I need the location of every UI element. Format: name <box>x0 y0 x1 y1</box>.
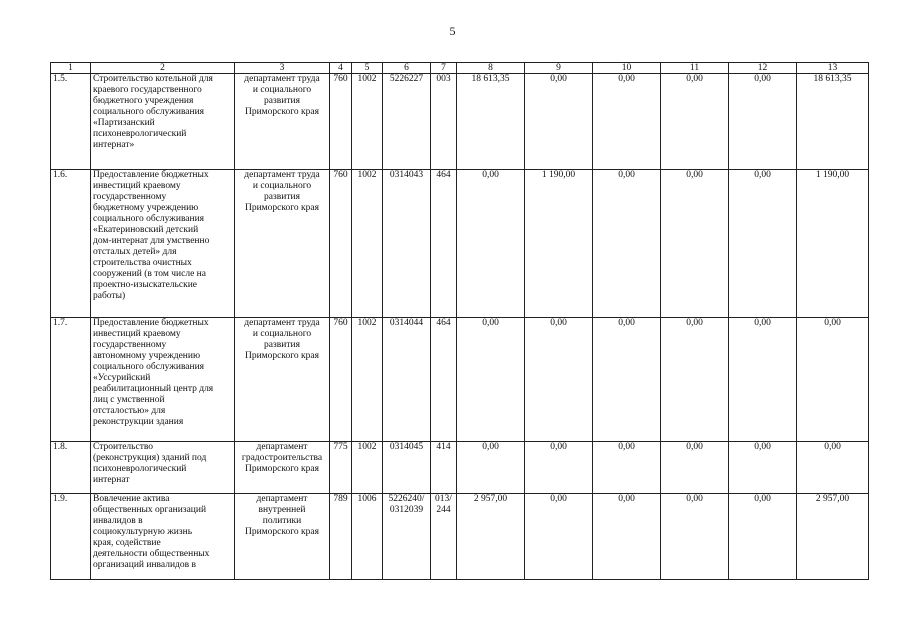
item-value-11: 0,00 <box>661 74 729 170</box>
item-name: Вовлечение актива общественных организаций инвалидов в социокультурную жизнь края, содействие деятельности общественных организаций инвалидов в <box>91 494 235 580</box>
item-value-9: 0,00 <box>525 74 593 170</box>
item-value-12: 0,00 <box>729 494 797 580</box>
column-header: 11 <box>661 63 729 74</box>
table-row <box>51 442 869 494</box>
item-number: 1.6. <box>51 170 91 318</box>
item-value-8: 2 957,00 <box>457 494 525 580</box>
item-value-10: 0,00 <box>593 442 661 494</box>
item-value-10: 0,00 <box>593 494 661 580</box>
item-number: 1.5. <box>51 74 91 170</box>
item-agency: департамент внутренней политики Приморского края <box>235 494 330 580</box>
item-value-9: 1 190,00 <box>525 170 593 318</box>
item-code-6: 0314045 <box>383 442 431 494</box>
item-name: Предоставление бюджетных инвестиций краевому государственному автономному учреждению социального обслуживания «Уссурийский реабилитационный центр для лиц с умственной отсталостью» для реконструкции здания <box>91 318 235 442</box>
column-header: 2 <box>91 63 235 74</box>
item-value-11: 0,00 <box>661 494 729 580</box>
item-value-11: 0,00 <box>661 170 729 318</box>
item-code-7: 003 <box>431 74 457 170</box>
item-name: Предоставление бюджетных инвестиций краевому государственному бюджетному учреждению социального обслуживания «Екатериновский детский дом-интернат для умственно отсталых детей» для строительства очистных сооружений (в том числе на проектно-изыскательские работы) <box>91 170 235 318</box>
column-header: 3 <box>235 63 330 74</box>
item-value-8: 0,00 <box>457 170 525 318</box>
item-code-5: 1002 <box>352 442 383 494</box>
item-code-6: 0314044 <box>383 318 431 442</box>
item-agency: департамент труда и социального развития Приморского края <box>235 318 330 442</box>
item-code-7: 464 <box>431 318 457 442</box>
item-code-6: 5226240/ 0312039 <box>383 494 431 580</box>
item-code-7: 013/ 244 <box>431 494 457 580</box>
column-header: 8 <box>457 63 525 74</box>
budget-table <box>50 62 869 580</box>
table-row <box>51 318 869 442</box>
item-code-4: 760 <box>330 318 352 442</box>
table-row <box>51 494 869 580</box>
item-value-10: 0,00 <box>593 318 661 442</box>
item-value-12: 0,00 <box>729 170 797 318</box>
item-value-10: 0,00 <box>593 170 661 318</box>
column-number-row <box>51 63 869 74</box>
item-agency: департамент труда и социального развития Приморского края <box>235 74 330 170</box>
item-code-6: 0314043 <box>383 170 431 318</box>
column-header: 10 <box>593 63 661 74</box>
item-code-4: 760 <box>330 74 352 170</box>
table-row <box>51 170 869 318</box>
item-code-7: 414 <box>431 442 457 494</box>
item-code-4: 789 <box>330 494 352 580</box>
item-value-8: 0,00 <box>457 318 525 442</box>
item-value-13: 1 190,00 <box>797 170 869 318</box>
item-code-4: 775 <box>330 442 352 494</box>
column-header: 9 <box>525 63 593 74</box>
item-value-11: 0,00 <box>661 442 729 494</box>
item-value-9: 0,00 <box>525 318 593 442</box>
item-code-5: 1002 <box>352 74 383 170</box>
column-header: 5 <box>352 63 383 74</box>
item-value-13: 0,00 <box>797 318 869 442</box>
item-code-4: 760 <box>330 170 352 318</box>
item-agency: департамент труда и социального развития Приморского края <box>235 170 330 318</box>
column-header: 1 <box>51 63 91 74</box>
item-code-6: 5226227 <box>383 74 431 170</box>
item-value-13: 0,00 <box>797 442 869 494</box>
item-code-5: 1002 <box>352 318 383 442</box>
page-number: 5 <box>449 24 456 38</box>
item-value-11: 0,00 <box>661 318 729 442</box>
item-name: Строительство котельной для краевого государственного бюджетного учреждения социального обслуживания «Партизанский психоневрологический интернат» <box>91 74 235 170</box>
item-value-10: 0,00 <box>593 74 661 170</box>
item-code-7: 464 <box>431 170 457 318</box>
item-value-13: 18 613,35 <box>797 74 869 170</box>
item-agency: департамент градостроительства Приморского края <box>235 442 330 494</box>
item-name: Строительство (реконструкция) зданий под психоневрологический интернат <box>91 442 235 494</box>
item-number: 1.7. <box>51 318 91 442</box>
item-value-8: 0,00 <box>457 442 525 494</box>
item-value-13: 2 957,00 <box>797 494 869 580</box>
item-code-5: 1002 <box>352 170 383 318</box>
item-value-9: 0,00 <box>525 494 593 580</box>
column-header: 7 <box>431 63 457 74</box>
table-row <box>51 74 869 170</box>
column-header: 13 <box>797 63 869 74</box>
column-header: 6 <box>383 63 431 74</box>
item-value-12: 0,00 <box>729 74 797 170</box>
item-number: 1.8. <box>51 442 91 494</box>
item-code-5: 1006 <box>352 494 383 580</box>
item-value-8: 18 613,35 <box>457 74 525 170</box>
item-value-12: 0,00 <box>729 318 797 442</box>
item-value-9: 0,00 <box>525 442 593 494</box>
item-value-12: 0,00 <box>729 442 797 494</box>
column-header: 4 <box>330 63 352 74</box>
column-header: 12 <box>729 63 797 74</box>
item-number: 1.9. <box>51 494 91 580</box>
